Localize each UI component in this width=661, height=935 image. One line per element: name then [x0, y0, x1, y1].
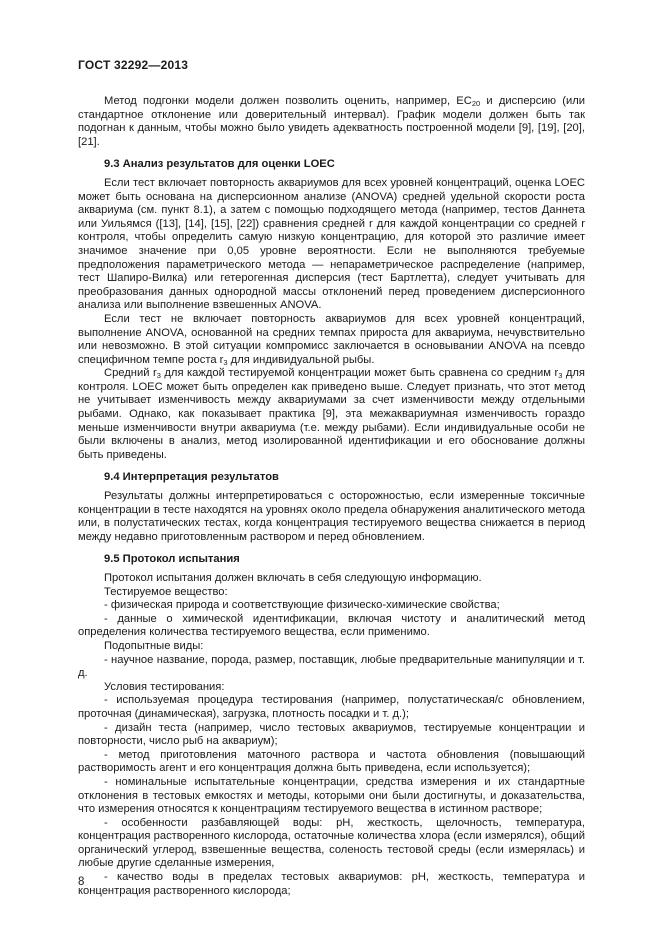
- intro-paragraph: [78, 95, 585, 149]
- document-body: [78, 95, 585, 898]
- protocol-line: - особенности разбавляющей воды: pH, жесткость, щелочность, температура, концентрация растворенного кислорода, остаточные количества хлора (если измерялся), общий органический углерод, взвешенные вещества, соленость тестовой среды (если измерялась) и любые другие сделанные измерения,: [78, 816, 585, 870]
- r3-subscript: 3: [558, 371, 563, 381]
- protocol-line: Тестируемое вещество:: [104, 585, 228, 598]
- intro-text-a: Метод подгонки модели должен позволить оценить, например, EC: [104, 95, 472, 107]
- section-9-3-paragraph-2: [78, 313, 585, 367]
- protocol-line: - метод приготовления маточного раствора и частота обновления (повышающий растворимость агент и его концентрация должна быть приведена, если используется);: [78, 748, 585, 775]
- page-number: 8: [78, 876, 85, 888]
- intro-text-b: и дисперсию (или стандартное отклонение или доверительный интервал). График модели должен быть так подогнан к данным, чтобы можно было увидеть адекватность построенной модели [9], [19], [20], [21].: [78, 95, 585, 148]
- protocol-line: - дизайн теста (например, число тестовых аквариумов, тестируемые концентрации и повторности, число рыб на аквариум);: [78, 721, 585, 748]
- document-header: ГОСТ 32292—2013: [78, 58, 189, 72]
- p2-text-b: для индивидуальной рыбы.: [227, 353, 375, 366]
- r3-subscript: 3: [156, 371, 161, 381]
- protocol-line: - научное название, порода, размер, поставщик, любые предварительные манипуляции и т. д.: [78, 653, 585, 680]
- protocol-line: - используемая процедура тестирования (например, полустатическая/с обновлением, проточная (динамическая), загрузка, плотность посадки и т. д.);: [78, 694, 585, 720]
- protocol-line: Подопытные виды:: [104, 639, 204, 652]
- section-heading-9-4: 9.4 Интерпретация результатов: [104, 471, 279, 484]
- protocol-line: Протокол испытания должен включать в себя следующую информацию.: [104, 572, 482, 584]
- ec-subscript: 20: [471, 99, 481, 108]
- section-9-3-paragraph-3: [78, 367, 585, 462]
- section-heading-9-3: 9.3 Анализ результатов для оценки LOEC: [104, 158, 335, 171]
- section-9-3-paragraph-1: Если тест включает повторность аквариумов для всех уровней концентраций, оценка LOEC может быть основана на дисперсионном анализе (ANOVA) средней удельной скорости роста аквариума (см. пункт 8.1), а затем с помощью подходящего метода (например, тестов Даннета или Уильямся ([13], [14], [15], [22]) сравнения средней r для каждой концентрации со средней r контроля, чтобы определить самую низкую концентрацию, для которой это различие имеет значимое значение при 0,05 уровне вероятности. Если не выполняются требуемые предположения параметрического метода — непараметрическое распределение (например, тест Шапиро-Вилка) или гетерогенная дисперсия (тест Бартлетта), следует учитывать для преобразования данных однородной массы отклонений перед проведением дисперсионного анализа или выполнение взвешенных ANOVA.: [78, 176, 585, 312]
- protocol-line: Условия тестирования:: [104, 680, 225, 693]
- p3-text-a: Средний r: [104, 367, 157, 380]
- section-9-4-paragraph-1: Результаты должны интерпретироваться с осторожностью, если измеренные токсичные концентрации в тесте находятся на уровнях около предела обнаружения аналитического метода или, в полустатических тестах, когда концентрация тестируемого вещества снижается в период между недавно приготовленным раствором и перед обновлением.: [78, 490, 585, 543]
- p3-text-b: для каждой тестируемой концентрации может быть сравнена со средним r: [160, 367, 559, 380]
- protocol-line: - номинальные испытательные концентрации, средства измерения и их стандартные отклонения в тестовых емкостях и методы, которыми они были достигнуты, и доказательства, что измерения относятся к концентрациям тестируемого вещества в истинном растворе;: [78, 775, 585, 816]
- r3-subscript: 3: [223, 357, 228, 367]
- protocol-line: - физическая природа и соответствующие физическо-химические свойства;: [104, 599, 500, 612]
- section-heading-9-5: 9.5 Протокол испытания: [104, 553, 240, 566]
- p3-text-c: для контроля. LOEC может быть определен как приведено выше. Следует признать, что этот метод не учитывает изменчивость между аквариумами за счет изменчивости между отдельными рыбами. Однако, как показывает практика [9], эта межаквариумная изменчивость гораздо меньше изменчивости внутри аквариума (т.е. между рыбами). Если индивидуальные особи не были включены в анализ, метод изолированной идентификации и его обоснование должны быть приведены.: [78, 367, 585, 461]
- protocol-line: - данные о химической идентификации, включая чистоту и аналитический метод определения количества тестируемого вещества, если применимо.: [78, 612, 585, 639]
- protocol-line: - качество воды в пределах тестовых аквариумов: pH, жесткость, температура и концентрация растворенного кислорода;: [78, 871, 585, 897]
- p2-text-a: Если тест не включает повторность аквариумов для всех уровней концентраций, выполнение ANOVA, основанной на средних темпах прироста для аквариума, нечувствительно или невозможно. В этой ситуации компромисс заключается в основывании ANOVA на псевдо специфичном темпе роста r: [78, 312, 585, 366]
